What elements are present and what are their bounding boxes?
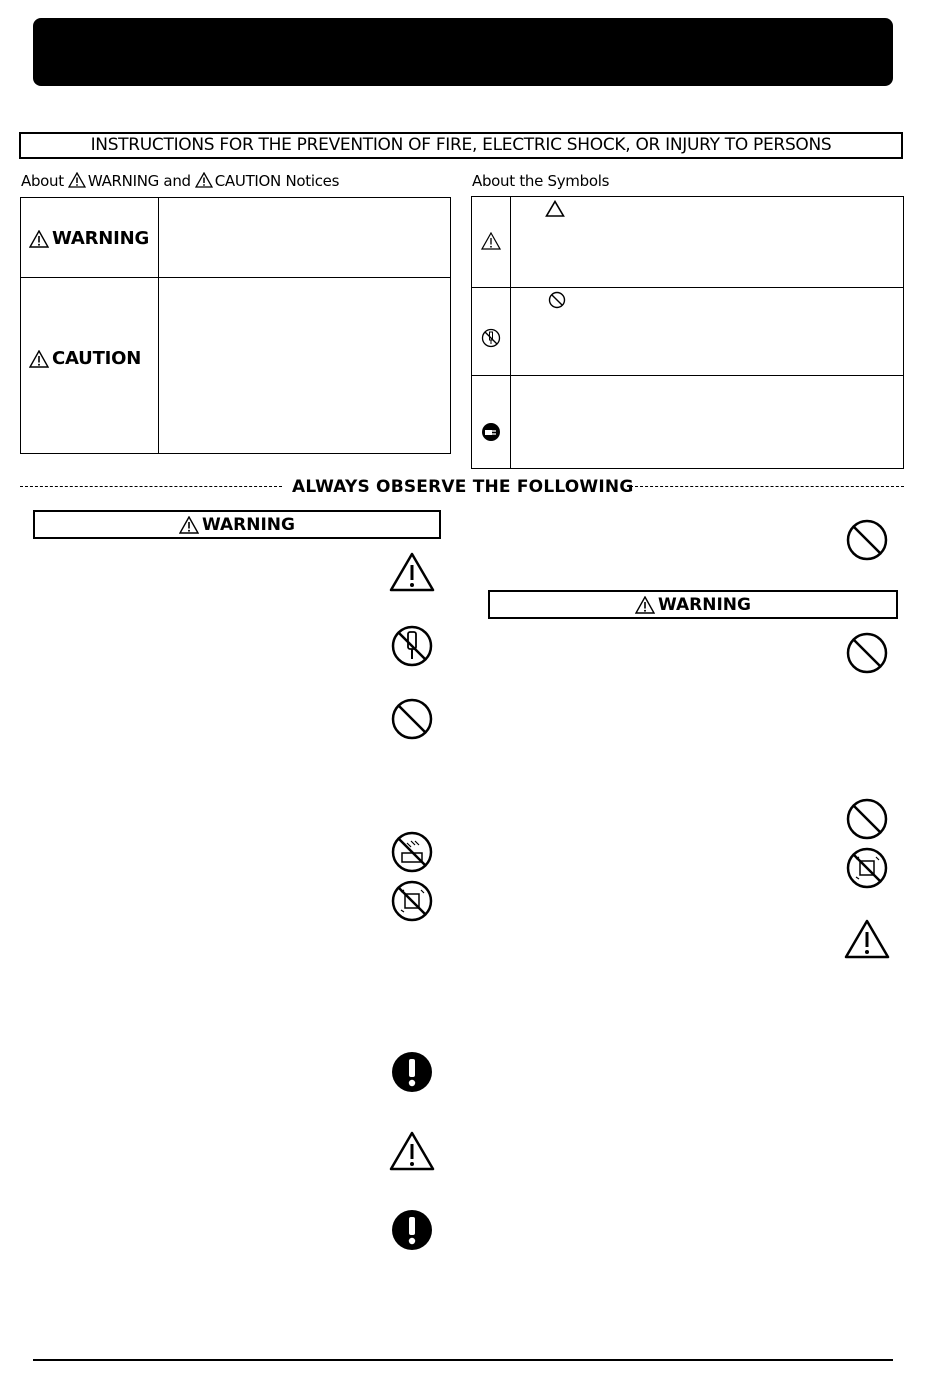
footer-rule: [33, 1359, 893, 1361]
caution-triangle-icon: [29, 350, 49, 368]
caution-label-cell: [20, 277, 159, 454]
no-disassemble-icon: [391, 625, 433, 667]
warning-word: WARNING: [87, 172, 159, 190]
left-warning-label: WARNING: [202, 514, 295, 535]
header-bar: [33, 18, 893, 86]
symbols-divider: [510, 196, 511, 469]
prohibited-symbol-icon: [548, 291, 566, 309]
caution-triangle-icon: [481, 232, 501, 250]
caution-label-text: CAUTION: [52, 348, 142, 369]
about-word: About: [21, 172, 64, 190]
notices-word: Notices: [285, 172, 340, 190]
about-notices-heading: [21, 172, 339, 190]
warning-triangle-icon: [68, 172, 86, 188]
right-warning-label: WARNING: [658, 594, 751, 615]
prohibited-icon: [846, 798, 888, 840]
warning-label: [29, 228, 149, 249]
symbols-row-divider: [471, 287, 904, 288]
warning-triangle-icon: [29, 230, 49, 248]
prohibited-icon: [391, 698, 433, 740]
dashed-rule-right: [630, 486, 904, 487]
caution-triangle-icon: [195, 172, 213, 188]
mandatory-icon: [391, 1209, 433, 1251]
dashed-rule-left: [20, 486, 282, 487]
caution-label: [29, 348, 141, 369]
unplug-icon: [481, 422, 501, 442]
caution-triangle-icon: [844, 919, 890, 959]
symbols-table: [471, 196, 904, 469]
warning-triangle-icon: [635, 596, 655, 614]
no-impact-icon: [846, 847, 888, 889]
warning-triangle-icon: [179, 516, 199, 534]
caution-word: CAUTION: [214, 172, 281, 190]
observe-heading: ALWAYS OBSERVE THE FOLLOWING: [292, 477, 634, 497]
and-word: and: [163, 172, 191, 190]
prohibited-icon: [846, 632, 888, 674]
no-impact-icon: [391, 880, 433, 922]
mandatory-icon: [391, 1051, 433, 1093]
right-warning-box: [488, 590, 898, 619]
about-symbols-heading: About the Symbols: [472, 172, 610, 190]
caution-triangle-icon: [389, 1131, 435, 1171]
triangle-symbol-icon: [545, 200, 565, 217]
warning-label-text: WARNING: [52, 228, 150, 249]
no-disassemble-icon: [481, 328, 501, 348]
instructions-title: INSTRUCTIONS FOR THE PREVENTION OF FIRE, ELECTRIC SHOCK, OR INJURY TO PERSONS: [19, 132, 903, 159]
prohibited-icon: [846, 519, 888, 561]
caution-triangle-icon: [389, 552, 435, 592]
caution-description-cell: [158, 277, 451, 454]
no-water-icon: [391, 831, 433, 873]
left-warning-box: [33, 510, 441, 539]
symbols-row-divider: [471, 375, 904, 376]
warning-label-cell: [20, 197, 159, 278]
warning-description-cell: [158, 197, 451, 278]
